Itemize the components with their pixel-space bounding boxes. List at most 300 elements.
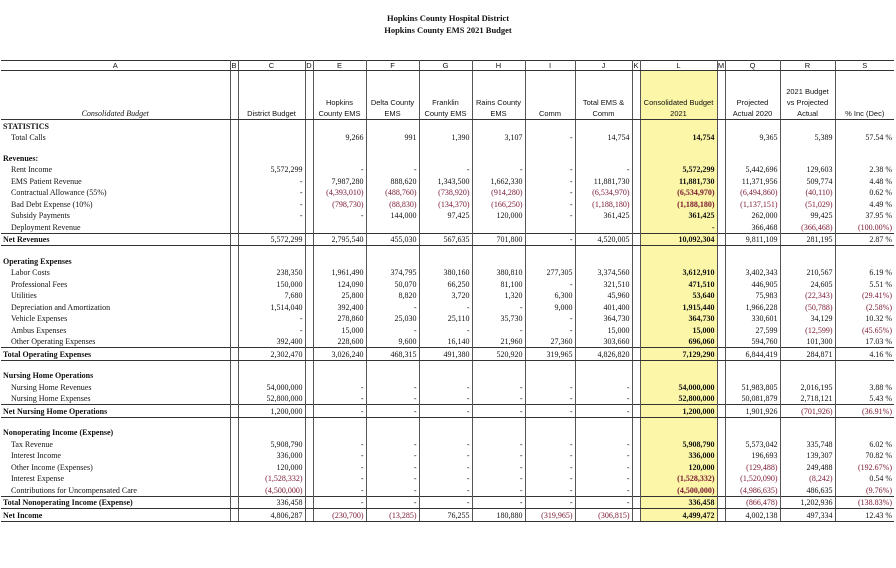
column-letter: B — [231, 60, 237, 70]
table-cell: - — [472, 461, 525, 473]
empty-cell — [717, 267, 725, 279]
row-label: Total Calls — [1, 132, 230, 144]
column-header-row — [1, 71, 894, 120]
table-cell: 336,000 — [640, 450, 717, 462]
table-cell: - — [640, 221, 717, 233]
table-cell: - — [472, 301, 525, 313]
row-label: Subsidy Payments — [1, 210, 230, 222]
blank-row — [1, 360, 894, 370]
table-cell: - — [419, 438, 472, 450]
empty-cell — [632, 360, 640, 370]
table-cell: 1,200,000 — [640, 405, 717, 418]
empty-cell — [717, 473, 725, 485]
empty-cell — [305, 360, 313, 370]
table-cell: 16,140 — [419, 336, 472, 348]
table-cell: 3,612,910 — [640, 267, 717, 279]
table-cell: 321,510 — [575, 278, 632, 290]
table-cell: 303,660 — [575, 336, 632, 348]
empty-cell — [717, 393, 725, 405]
empty-cell — [472, 255, 525, 267]
table-cell: 4,806,287 — [238, 509, 305, 522]
empty-cell — [230, 198, 238, 210]
table-cell: (738,920) — [419, 187, 472, 199]
column-header: Hopkins County EMS — [313, 71, 366, 120]
empty-cell — [305, 143, 313, 152]
empty-cell — [230, 417, 238, 427]
empty-cell — [640, 360, 717, 370]
empty-cell — [230, 313, 238, 325]
total-row — [1, 496, 894, 509]
table-cell: - — [525, 164, 575, 176]
table-cell: - — [419, 324, 472, 336]
table-cell: 278,860 — [313, 313, 366, 325]
empty-cell — [725, 417, 780, 427]
empty-cell — [780, 255, 835, 267]
column-header: Comm — [525, 71, 575, 120]
table-cell: 51,983,805 — [725, 381, 780, 393]
table-cell: - — [366, 301, 419, 313]
table-cell: - — [238, 324, 305, 336]
empty-cell — [305, 438, 313, 450]
row-label: Depreciation and Amortization — [1, 301, 230, 313]
column-letter: F — [366, 61, 419, 71]
table-cell: 319,965 — [525, 348, 575, 361]
table-cell: 5,572,299 — [238, 164, 305, 176]
table-cell: - — [313, 381, 366, 393]
table-cell: - — [472, 324, 525, 336]
column-letter: K — [633, 60, 639, 70]
table-cell: 120,000 — [472, 210, 525, 222]
table-cell: 594,760 — [725, 336, 780, 348]
empty-cell — [780, 143, 835, 152]
empty-cell — [419, 152, 472, 164]
empty-cell — [313, 152, 366, 164]
empty-cell — [305, 427, 313, 439]
table-cell: 1,343,500 — [419, 175, 472, 187]
column-header: % Inc (Dec) — [835, 71, 894, 120]
row-label: EMS Patient Revenue — [1, 175, 230, 187]
table-cell: 228,600 — [313, 336, 366, 348]
empty-cell — [717, 152, 725, 164]
table-cell: - — [419, 405, 472, 418]
table-cell: 1,200,000 — [238, 405, 305, 418]
table-cell: - — [472, 393, 525, 405]
empty-cell — [305, 290, 313, 302]
table-cell: 5.43 % — [869, 394, 892, 403]
empty-cell — [717, 246, 725, 256]
empty-cell — [575, 143, 632, 152]
section-row — [1, 370, 894, 382]
empty-cell — [472, 360, 525, 370]
empty-cell — [575, 152, 632, 164]
empty-cell — [366, 120, 419, 132]
table-cell: - — [366, 164, 419, 176]
table-cell: 27,360 — [525, 336, 575, 348]
empty-cell — [305, 393, 313, 405]
empty-cell — [717, 120, 725, 132]
table-cell: 1,390 — [419, 132, 472, 144]
empty-cell — [717, 301, 725, 313]
empty-cell — [725, 143, 780, 152]
table-cell: 1,202,936 — [780, 496, 835, 509]
empty-cell — [472, 246, 525, 256]
empty-cell — [575, 370, 632, 382]
table-cell: - — [525, 450, 575, 462]
empty-cell — [230, 221, 238, 233]
empty-cell — [835, 246, 894, 256]
table-cell: - — [472, 164, 525, 176]
empty-cell — [230, 246, 238, 256]
total-row — [1, 509, 894, 522]
table-cell: 4.16 % — [835, 348, 894, 361]
empty-cell — [640, 152, 717, 164]
table-cell: 238,350 — [238, 267, 305, 279]
empty-cell — [305, 370, 313, 382]
empty-cell — [230, 438, 238, 450]
empty-cell — [717, 210, 725, 222]
column-header: Projected Actual 2020 — [725, 71, 780, 120]
empty-cell — [835, 120, 894, 132]
table-cell: 50,070 — [366, 278, 419, 290]
table-cell: 11,881,730 — [575, 175, 632, 187]
table-cell: (8,242) — [780, 473, 835, 485]
empty-cell — [238, 152, 305, 164]
empty-cell — [230, 152, 238, 164]
empty-cell — [717, 360, 725, 370]
empty-cell — [717, 438, 725, 450]
empty-cell — [835, 255, 894, 267]
empty-cell — [780, 120, 835, 132]
empty-cell — [717, 324, 725, 336]
empty-cell — [419, 255, 472, 267]
table-cell: 380,160 — [419, 267, 472, 279]
table-cell: (4,986,635) — [725, 484, 780, 496]
table-cell: 45,960 — [575, 290, 632, 302]
table-cell: 364,730 — [575, 313, 632, 325]
empty-cell — [305, 473, 313, 485]
table-cell: (40,110) — [780, 187, 835, 199]
table-cell: 2,795,540 — [313, 233, 366, 246]
table-cell: 336,000 — [238, 450, 305, 462]
empty-cell — [632, 324, 640, 336]
empty-cell — [305, 484, 313, 496]
empty-cell — [230, 175, 238, 187]
table-cell: 53,640 — [640, 290, 717, 302]
empty-cell — [472, 417, 525, 427]
table-cell: 120,000 — [640, 461, 717, 473]
empty-cell — [1, 246, 230, 256]
column-header: 2021 Budget vs Projected Actual — [780, 71, 835, 120]
table-cell: (138.83%) — [835, 496, 894, 509]
empty-cell — [632, 336, 640, 348]
table-cell: - — [472, 450, 525, 462]
table-cell: (9.76%) — [866, 485, 892, 495]
table-cell: 9,266 — [313, 132, 366, 144]
blank-row — [1, 143, 894, 152]
table-cell: 9,600 — [366, 336, 419, 348]
table-cell: (192.67%) — [858, 462, 892, 472]
table-cell: (701,926) — [780, 405, 835, 418]
table-cell: 70.82 % — [865, 451, 892, 460]
table-cell: - — [525, 313, 575, 325]
empty-cell — [632, 496, 640, 509]
empty-cell — [419, 427, 472, 439]
empty-cell — [835, 143, 894, 152]
empty-cell — [305, 417, 313, 427]
table-cell: (866,478) — [725, 496, 780, 509]
table-cell — [366, 221, 419, 233]
empty-cell — [305, 336, 313, 348]
table-cell: (319,965) — [525, 509, 575, 522]
table-cell: - — [419, 473, 472, 485]
empty-cell — [305, 255, 313, 267]
report-title: Hopkins County Hospital District — [386, 13, 510, 23]
table-cell: 12.43 % — [835, 509, 894, 522]
empty-cell — [305, 233, 313, 246]
empty-cell — [313, 370, 366, 382]
table-cell: 471,510 — [640, 278, 717, 290]
table-cell: (6,534,970) — [575, 187, 632, 199]
section-row — [1, 427, 894, 439]
table-cell: (51,029) — [780, 198, 835, 210]
empty-cell — [313, 255, 366, 267]
table-cell: - — [525, 438, 575, 450]
empty-cell — [725, 246, 780, 256]
empty-cell — [632, 348, 640, 361]
table-cell: - — [525, 233, 575, 246]
table-cell: 5,572,299 — [238, 233, 305, 246]
table-cell: - — [419, 484, 472, 496]
table-cell: (88,830) — [366, 198, 419, 210]
table-cell: 27,599 — [725, 324, 780, 336]
empty-cell — [305, 301, 313, 313]
table-cell — [419, 221, 472, 233]
table-cell: - — [313, 450, 366, 462]
table-cell: 9,365 — [725, 132, 780, 144]
table-cell: 1,961,490 — [313, 267, 366, 279]
table-row — [1, 187, 894, 199]
row-label: Revenues: — [1, 152, 230, 164]
table-cell: (22,343) — [780, 290, 835, 302]
empty-cell — [575, 246, 632, 256]
column-header: Total EMS & Comm — [575, 71, 632, 120]
table-cell: - — [525, 187, 575, 199]
empty-cell — [632, 175, 640, 187]
empty-cell — [230, 132, 238, 144]
table-cell: 991 — [366, 132, 419, 144]
empty-cell — [1, 143, 230, 152]
column-letter: D — [306, 60, 312, 70]
empty-cell — [230, 210, 238, 222]
empty-cell — [230, 473, 238, 485]
table-cell: 4,826,820 — [575, 348, 632, 361]
table-cell: 497,334 — [780, 509, 835, 522]
table-cell: - — [238, 175, 305, 187]
table-cell — [575, 221, 632, 233]
empty-cell — [238, 360, 305, 370]
empty-cell — [525, 255, 575, 267]
table-cell: - — [525, 175, 575, 187]
table-cell: 468,315 — [366, 348, 419, 361]
empty-cell — [238, 417, 305, 427]
row-label: Interest Expense — [1, 473, 230, 485]
row-label: Net Income — [1, 509, 230, 522]
table-cell: 366,468 — [725, 221, 780, 233]
empty-cell — [717, 198, 725, 210]
table-cell: 1,915,440 — [640, 301, 717, 313]
table-cell: 5.51 % — [869, 279, 892, 289]
empty-cell — [305, 348, 313, 361]
table-cell: 11,881,730 — [640, 175, 717, 187]
empty-cell — [366, 370, 419, 382]
table-cell: 491,380 — [419, 348, 472, 361]
table-cell — [313, 221, 366, 233]
empty-cell — [780, 246, 835, 256]
table-cell: 5,573,042 — [725, 438, 780, 450]
row-label: Net Nursing Home Operations — [1, 405, 230, 418]
table-cell: 4.48 % — [869, 176, 892, 186]
empty-cell — [313, 427, 366, 439]
table-cell: 8,820 — [366, 290, 419, 302]
table-cell: - — [525, 278, 575, 290]
total-row — [1, 348, 894, 361]
empty-cell — [632, 255, 640, 267]
table-cell: 1,662,330 — [472, 175, 525, 187]
empty-cell — [575, 417, 632, 427]
table-cell: 3.88 % — [869, 382, 892, 392]
empty-cell — [305, 509, 313, 522]
table-cell: - — [525, 381, 575, 393]
row-label: Bad Debt Expense (10%) — [1, 198, 230, 210]
column-header — [230, 71, 238, 120]
empty-cell — [525, 417, 575, 427]
table-row — [1, 164, 894, 176]
empty-cell — [640, 120, 717, 132]
empty-cell — [230, 290, 238, 302]
empty-cell — [632, 301, 640, 313]
empty-cell — [230, 120, 238, 132]
row-label: Professional Fees — [1, 278, 230, 290]
empty-cell — [632, 120, 640, 132]
table-cell: 2.38 % — [869, 165, 892, 174]
table-cell: 14,754 — [575, 132, 632, 144]
empty-cell — [230, 427, 238, 439]
table-cell: 14,754 — [640, 132, 717, 144]
column-letter: L — [640, 61, 717, 71]
table-cell: 34,129 — [780, 313, 835, 325]
empty-cell — [717, 461, 725, 473]
empty-cell — [780, 152, 835, 164]
empty-cell — [632, 484, 640, 496]
table-row — [1, 313, 894, 325]
table-cell: 281,195 — [780, 233, 835, 246]
empty-cell — [835, 360, 894, 370]
empty-cell — [238, 427, 305, 439]
row-label: Nursing Home Revenues — [1, 381, 230, 393]
empty-cell — [632, 438, 640, 450]
table-cell: 9,000 — [525, 301, 575, 313]
empty-cell — [525, 427, 575, 439]
table-cell: - — [419, 450, 472, 462]
empty-cell — [575, 427, 632, 439]
empty-cell — [632, 509, 640, 522]
table-cell: (306,815) — [575, 509, 632, 522]
empty-cell — [230, 360, 238, 370]
empty-cell — [230, 233, 238, 246]
table-cell: - — [313, 438, 366, 450]
blank-row — [1, 246, 894, 256]
table-cell: - — [313, 484, 366, 496]
empty-cell — [305, 210, 313, 222]
table-cell: - — [575, 381, 632, 393]
table-cell: 1,901,926 — [725, 405, 780, 418]
row-label: Interest Income — [1, 450, 230, 462]
empty-cell — [472, 143, 525, 152]
column-header — [632, 71, 640, 120]
empty-cell — [525, 370, 575, 382]
table-cell: 380,810 — [472, 267, 525, 279]
column-header — [717, 71, 725, 120]
table-cell: (230,700) — [313, 509, 366, 522]
table-cell: - — [366, 381, 419, 393]
empty-cell — [835, 152, 894, 164]
table-cell: - — [575, 450, 632, 462]
row-label: Nonoperating Income (Expense) — [1, 427, 230, 439]
table-cell: - — [366, 450, 419, 462]
empty-cell — [366, 143, 419, 152]
empty-cell — [230, 336, 238, 348]
table-cell: - — [525, 496, 575, 509]
table-cell: - — [419, 496, 472, 509]
table-cell: 392,400 — [313, 301, 366, 313]
row-label: Operating Expenses — [1, 255, 230, 267]
table-cell: 4.49 % — [869, 199, 892, 209]
table-cell: 81,100 — [472, 278, 525, 290]
table-row — [1, 381, 894, 393]
table-cell: 5,572,299 — [640, 164, 717, 176]
column-letter: G — [419, 61, 472, 71]
empty-cell — [632, 267, 640, 279]
table-cell: - — [575, 461, 632, 473]
table-cell: 392,400 — [238, 336, 305, 348]
empty-cell — [230, 348, 238, 361]
empty-cell — [632, 132, 640, 144]
table-cell: - — [313, 210, 366, 222]
table-row — [1, 278, 894, 290]
empty-cell — [717, 427, 725, 439]
table-row — [1, 198, 894, 210]
table-row — [1, 393, 894, 405]
table-cell: 2,718,121 — [780, 393, 835, 405]
table-cell: - — [472, 381, 525, 393]
row-label: Other Income (Expenses) — [1, 461, 230, 473]
empty-cell — [525, 143, 575, 152]
table-cell — [238, 221, 305, 233]
empty-cell — [305, 198, 313, 210]
table-cell: (13,285) — [366, 509, 419, 522]
empty-cell — [419, 246, 472, 256]
empty-cell — [725, 427, 780, 439]
table-cell: - — [472, 438, 525, 450]
table-cell: 361,425 — [575, 210, 632, 222]
table-cell: (36.91%) — [835, 405, 894, 418]
column-letter: H — [472, 61, 525, 71]
row-label: Nursing Home Expenses — [1, 393, 230, 405]
table-cell: 2.87 % — [835, 233, 894, 246]
table-cell: (1,528,332) — [640, 473, 717, 485]
empty-cell — [632, 461, 640, 473]
table-cell: 129,603 — [780, 164, 835, 176]
